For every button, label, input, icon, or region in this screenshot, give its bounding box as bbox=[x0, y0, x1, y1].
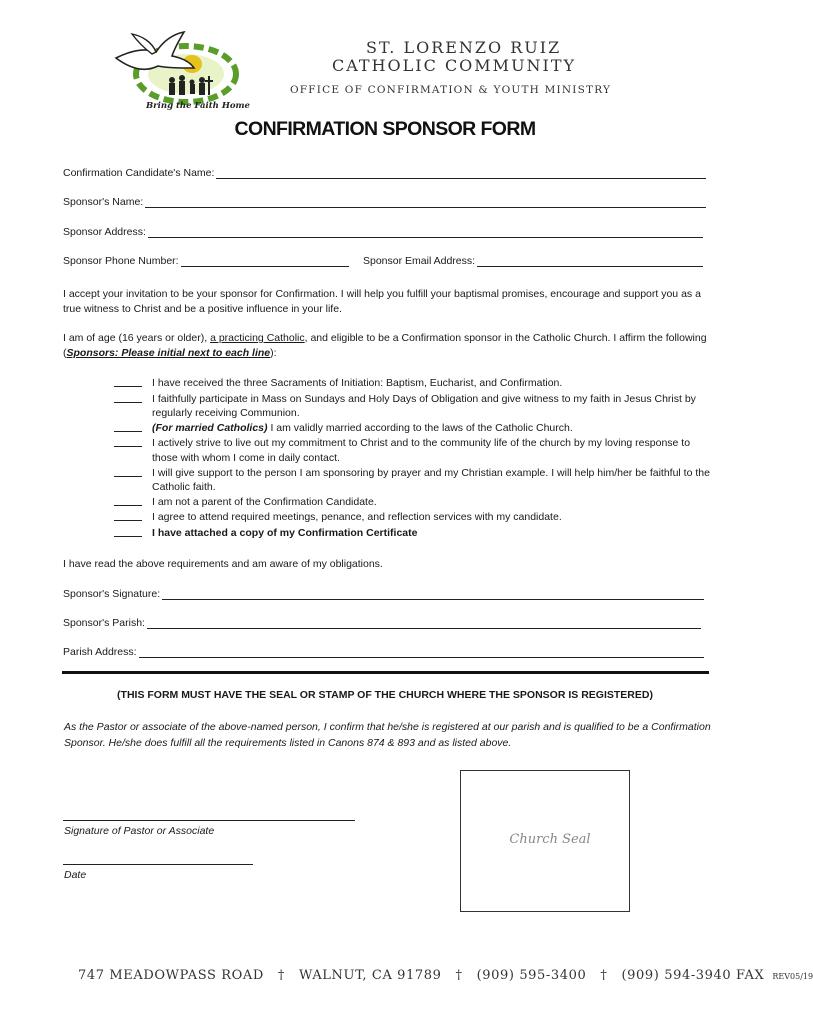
sponsor-phone-field[interactable] bbox=[63, 255, 349, 267]
sponsor-signature-field[interactable] bbox=[63, 588, 704, 600]
parish-address-line[interactable] bbox=[139, 646, 704, 658]
requirement-text: I have attached a copy of my Confirmation Certificate bbox=[152, 526, 418, 539]
sponsor-email-line[interactable] bbox=[477, 255, 703, 267]
acknowledgement-text: I have read the above requirements and am aware of my obligations. bbox=[63, 558, 383, 570]
requirement-item bbox=[114, 526, 710, 542]
invitation-paragraph: I accept your invitation to be your sponsor for Confirmation. I will help you fulfill your baptismal promises, encourage and support you as a true witness to Christ and be a positive influence in your life. bbox=[63, 288, 701, 315]
requirement-text: I actively strive to live out my commitment to Christ and to the community life of the church by my loving response to those with whom I come in daily contact. bbox=[152, 437, 691, 464]
date-label: Date bbox=[64, 869, 87, 881]
footer-fax: (909) 594-3940 FAX bbox=[621, 968, 765, 983]
org-name-line2: CATHOLIC COMMUNITY bbox=[332, 56, 577, 75]
initial-blank[interactable] bbox=[114, 392, 142, 403]
cross-icon: † bbox=[455, 968, 463, 983]
initial-blank[interactable] bbox=[114, 526, 142, 537]
requirement-text bbox=[152, 421, 710, 437]
candidate-name-line[interactable] bbox=[216, 167, 706, 179]
initial-blank[interactable] bbox=[114, 376, 142, 387]
candidate-name-label: Confirmation Candidate's Name: bbox=[63, 167, 215, 179]
sponsor-signature-label: Sponsor's Signature: bbox=[63, 588, 161, 600]
org-name-line1: ST. LORENZO RUIZ bbox=[366, 38, 562, 57]
pastor-signature-label: Signature of Pastor or Associate bbox=[64, 825, 215, 837]
practicing-catholic-text: a practicing Catholic bbox=[210, 332, 305, 344]
candidate-name-field[interactable] bbox=[63, 167, 706, 179]
section-divider bbox=[62, 671, 709, 674]
cross-icon: † bbox=[277, 968, 285, 983]
requirements-list bbox=[114, 376, 710, 542]
community-logo bbox=[112, 28, 250, 112]
requirement-item bbox=[114, 436, 710, 465]
church-seal-label: Church Seal bbox=[509, 832, 591, 847]
age-statement-part2: , and eligible to be a Confirmation sponsor in the Catholic Church. I affirm the following ( bbox=[63, 332, 707, 359]
sponsor-signature-line[interactable] bbox=[162, 588, 704, 600]
office-name: OFFICE OF CONFIRMATION & YOUTH MINISTRY bbox=[290, 84, 612, 96]
footer-address-bar bbox=[78, 968, 813, 983]
footer-street: 747 MEADOWPASS ROAD bbox=[78, 968, 264, 983]
requirement-item bbox=[114, 376, 710, 392]
initial-instruction: Sponsors: Please initial next to each line bbox=[66, 347, 271, 359]
initial-blank[interactable] bbox=[114, 466, 142, 477]
dove-logo-icon bbox=[112, 28, 250, 112]
sponsor-email-field[interactable] bbox=[363, 255, 703, 267]
sponsor-email-label: Sponsor Email Address: bbox=[363, 255, 476, 267]
age-statement-part3: ): bbox=[270, 347, 277, 359]
requirement-item bbox=[114, 421, 710, 437]
form-title: CONFIRMATION SPONSOR FORM bbox=[234, 118, 536, 140]
requirement-text: I am not a parent of the Confirmation Candidate. bbox=[152, 495, 377, 508]
parish-address-label: Parish Address: bbox=[63, 646, 137, 658]
requirement-text: I faithfully participate in Mass on Sundays and Holy Days of Obligation and give witness to my faith in Jesus Christ by regularly receiving Communion. bbox=[152, 392, 696, 420]
requirement-item bbox=[114, 466, 710, 495]
revision-code: REV05/19 bbox=[772, 972, 813, 981]
sponsor-phone-label: Sponsor Phone Number: bbox=[63, 255, 179, 267]
requirement-text: I will give support to the person I am sponsoring by prayer and my Christian example. I will help him/her be faithful to the Catholic faith. bbox=[152, 466, 710, 494]
age-statement bbox=[63, 331, 711, 361]
logo-tagline: Bring the Faith Home bbox=[146, 101, 250, 111]
requirement-item bbox=[114, 392, 710, 421]
footer-city: WALNUT, CA 91789 bbox=[299, 968, 442, 983]
initial-blank[interactable] bbox=[114, 495, 142, 506]
sponsor-parish-field[interactable] bbox=[63, 617, 701, 629]
requirement-text: I agree to attend required meetings, penance, and reflection services with my candidate. bbox=[152, 511, 562, 524]
age-statement-part1: I am of age (16 years or older), bbox=[63, 332, 211, 344]
seal-notice: (THIS FORM MUST HAVE THE SEAL OR STAMP OF THE CHURCH WHERE THE SPONSOR IS REGISTERED) bbox=[117, 689, 653, 701]
sponsor-phone-line[interactable] bbox=[181, 255, 349, 267]
sponsor-address-label: Sponsor Address: bbox=[63, 226, 146, 238]
sponsor-address-line[interactable] bbox=[148, 226, 703, 238]
initial-blank[interactable] bbox=[114, 421, 142, 432]
initial-blank[interactable] bbox=[114, 436, 142, 447]
requirement-item bbox=[114, 495, 710, 511]
pastor-signature-line[interactable] bbox=[63, 820, 355, 821]
married-catholics-prefix: (For married Catholics) bbox=[152, 421, 268, 434]
sponsor-parish-label: Sponsor's Parish: bbox=[63, 617, 145, 629]
requirement-text: I have received the three Sacraments of Initiation: Baptism, Eucharist, and Confirmation. bbox=[152, 377, 563, 389]
sponsor-name-field[interactable] bbox=[63, 196, 706, 208]
sponsor-name-line[interactable] bbox=[145, 196, 706, 208]
sponsor-parish-line[interactable] bbox=[147, 617, 701, 629]
pastor-statement: As the Pastor or associate of the above-named person, I confirm that he/she is registered at our parish and is qualified to be a Confirmation Sponsor. He/she does fulfill all the requirements listed in Canons 874 & 893 and as listed above. bbox=[64, 721, 711, 749]
date-line[interactable] bbox=[63, 864, 253, 865]
requirement-item bbox=[114, 510, 710, 526]
married-requirement-text: I am validly married according to the laws of the Catholic Church. bbox=[267, 421, 573, 434]
parish-address-field[interactable] bbox=[63, 646, 704, 658]
sponsor-name-label: Sponsor's Name: bbox=[63, 196, 144, 208]
footer-phone: (909) 595-3400 bbox=[476, 968, 587, 983]
cross-icon: † bbox=[600, 968, 608, 983]
initial-blank[interactable] bbox=[114, 510, 142, 521]
sponsor-address-field[interactable] bbox=[63, 226, 703, 238]
